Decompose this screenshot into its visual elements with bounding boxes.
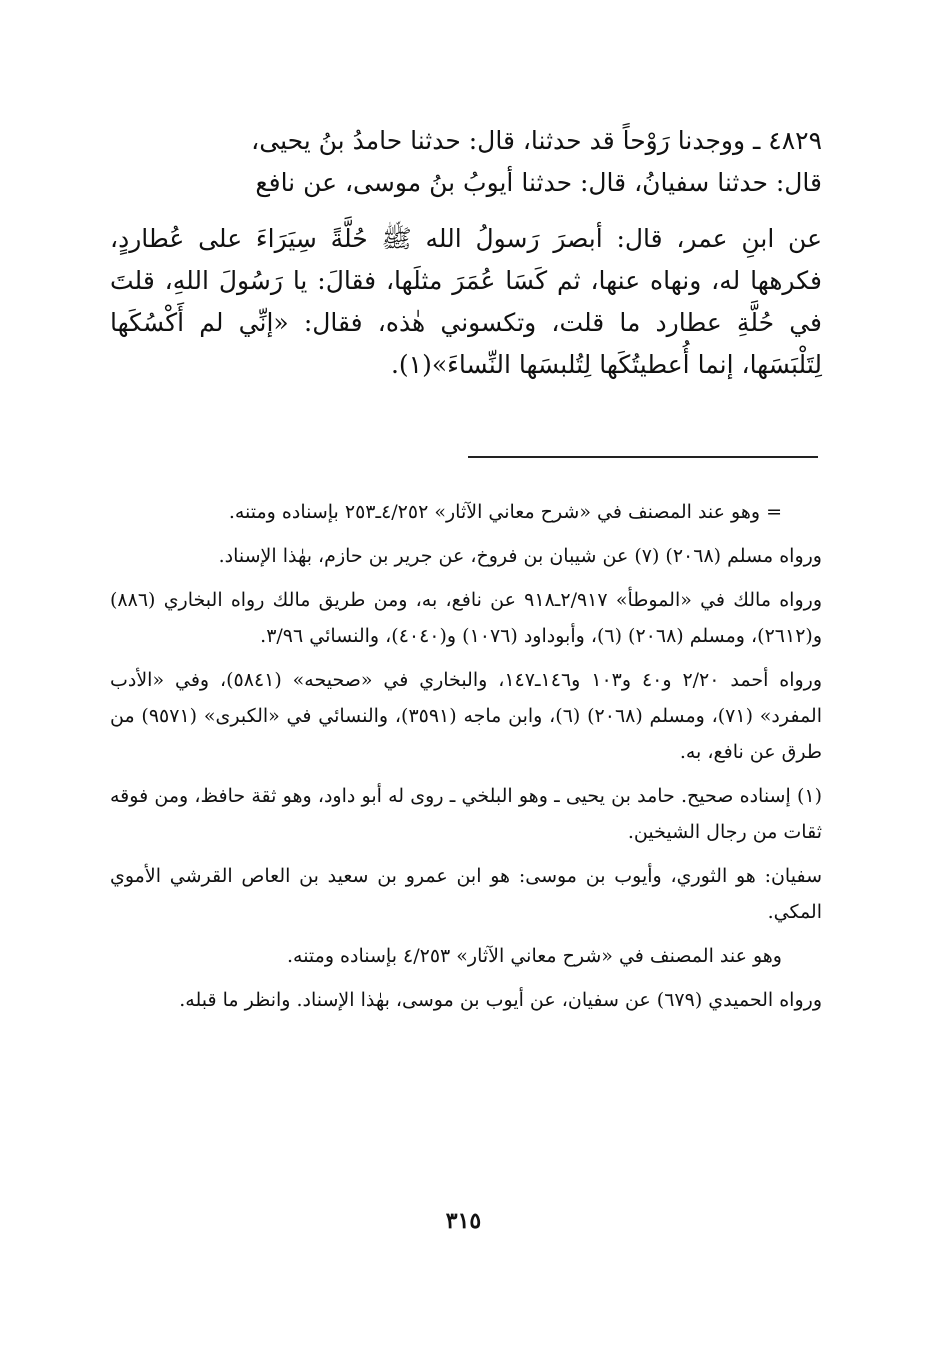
footnote-paragraph: ورواه أحمد ٢/٢٠ و٤٠ و١٠٣ و١٤٦ـ١٤٧، والبخاري في «صحيحه» (٥٨٤١)، وفي «الأدب المفرد» (٧١)، ومسلم (٢٠٦٨) (٦)، وابن ماجه (٣٥٩١)، والنسائي في «الكبرى» (٩٥٧١) من طرق عن نافع، به. — [110, 669, 823, 763]
footnote-paragraph: سفيان: هو الثوري، وأيوب بن موسى: هو ابن عمرو بن سعيد بن العاص القرشي الأموي المكي. — [110, 865, 822, 923]
footnotes — [110, 494, 822, 1026]
page-number: ٣١٥ — [445, 1208, 482, 1234]
footnote-paragraph: ورواه الحميدي (٦٧٩) عن سفيان، عن أيوب بن موسى، بهٰذا الإسناد. وانظر ما قبله. — [179, 989, 822, 1011]
hadith-body — [110, 120, 822, 386]
hadith-isnad-line-2: قال: حدثنا سفيانُ، قال: حدثنا أيوبُ بنُ موسى، عن نافع — [255, 168, 822, 197]
footnote-paragraph: ورواه مالك في «الموطأ» ٢/٩١٧ـ٩١٨ عن نافع، به، ومن طريق مالك رواه البخاري (٨٨٦) و(٢٦١٢)، ومسلم (٢٠٦٨) (٦)، وأبوداود (١٠٧٦) و(٤٠٤٠)، والنسائي ٣/٩٦. — [110, 589, 822, 647]
footnote-continuation: = وهو عند المصنف في «شرح معاني الآثار» ٤/٢٥٢ـ٢٥٣ بإسناده ومتنه. — [228, 501, 782, 523]
footnote-1: (١) إسناده صحيح. حامد بن يحيى ـ وهو البلخي ـ روى له أبو داود، وهو ثقة حافظ، ومن فوقه ثقات من رجال الشيخين. — [110, 785, 822, 843]
footnote-separator — [468, 456, 818, 458]
footnote-paragraph: ورواه مسلم (٢٠٦٨) (٧) عن شيبان بن فروخ، عن جرير بن حازم، بهٰذا الإسناد. — [218, 545, 822, 567]
footnote-paragraph: وهو عند المصنف في «شرح معاني الآثار» ٤/٢٥٣ بإسناده ومتنه. — [286, 945, 782, 967]
hadith-matn: عن ابنِ عمر، قال: أبصرَ رَسولُ الله ﷺ حُلَّةً سِيَرَاءَ على عُطاردٍ، فكرهها له، ونهاه عنها، ثم كَسَا عُمَرَ مثلَها، فقالَ: يا رَسُولَ اللهِ، قلتَ في حُلَّةِ عطارد ما قلت، وتكسوني هٰذه، فقال: «إنِّي لم أَكْسُكَها لِتَلْبَسَها، إنما أُعطيتُكَها لِتُلبسَها النِّساءَ»(١). — [110, 224, 822, 379]
hadith-isnad-line-1: ٤٨٢٩ ـ ووجدنا رَوْحاً قد حدثنا، قال: حدثنا حامدُ بنُ يحيى، — [251, 126, 822, 155]
